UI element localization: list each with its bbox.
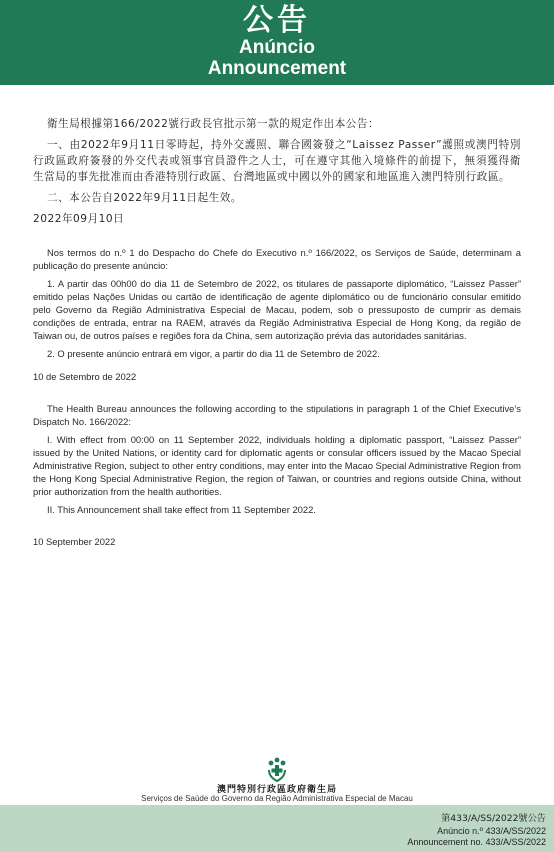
pt-item-1: 1. A partir das 00h00 do dia 11 de Setembro de 2022, os titulares de passaporte diplomático, “Laissez Passer” emitido pelas Nações Unidas ou cartão de identificação de agente diplomático ou de funcionário consular emitido pelo Governo da Região Administrativa Especial de Macau, podem, sob o pressuposto de cumprir as demais condições de entrada, entrar na RAEM, através da Região Administrativa Especial de Hong Kong, da região de Taiwan ou, de outros países e regiões fora da China, sem autorização prévia das autoridades sanitárias. — [33, 278, 521, 341]
en-item-1: I. With effect from 00:00 on 11 September 2022, individuals holding a diplomatic passport, “Laissez Passer” issued by the United Nations, or identity card for diplomatic agents or consular officers issued by the Macao Special Administrative Region, subject to other entry conditions, may enter into the Macao Special Administrative Region from the Hong Kong Special Administrative Region, the region of Taiwan, or countries and regions outside China, without prior authorization from the health authorities. — [33, 434, 521, 497]
health-bureau-logo — [0, 756, 554, 782]
zh-date: 2022年09月10日 — [33, 213, 125, 225]
pt-date: 10 de Setembro de 2022 — [33, 371, 137, 382]
title-en: Announcement — [207, 58, 347, 79]
en-item-2: II. This Announcement shall take effect from 11 September 2022. — [47, 504, 316, 515]
title-pt: Anúncio — [239, 37, 315, 58]
reference-number-pt: Anúncio n.º 433/A/SS/2022 — [437, 826, 546, 836]
pt-item-2: 2. O presente anúncio entrará em vigor, a partir do dia 11 de Setembro de 2022. — [47, 348, 380, 359]
zh-item-1: 一、由2022年9月11日零時起，持外交護照、聯合國簽發之“Laissez Passer”護照或澳門特別行政區政府簽發的外交代表或領事官員證件之人士，可在遵守其他入境條件的前提下，無須獲得衛生當局的事先批准而由香港特別行政區、台灣地區或中國以外的國家和地區進入澳門特別行政區。 — [33, 139, 521, 183]
health-bureau-logo-icon — [264, 756, 290, 782]
pt-intro: Nos termos do n.º 1 do Despacho do Chefe do Executivo n.º 166/2022, os Serviços de Saúde, determinam a publicação do presente anúncio: — [33, 247, 521, 271]
reference-number-en: Announcement no. 433/A/SS/2022 — [407, 837, 546, 847]
en-date: 10 September 2022 — [33, 536, 116, 547]
en-intro: The Health Bureau announces the following according to the stipulations in paragraph 1 of the Chief Executive’s Dispatch No. 166/2022: — [33, 403, 521, 427]
zh-item-2: 二、本公告自2022年9月11日起生效。 — [47, 192, 242, 204]
title-zh: 公告 — [243, 3, 311, 38]
org-name-pt: Serviços de Saúde do Governo da Região Administrativa Especial de Macau — [141, 794, 413, 803]
header-banner — [0, 0, 554, 85]
reference-number-zh: 第433/A/SS/2022號公告 — [441, 813, 546, 824]
announcement-body — [33, 116, 521, 548]
org-name-zh: 澳門特別行政區政府衛生局 — [216, 785, 337, 795]
zh-intro: 衛生局根據第166/2022號行政長官批示第一款的規定作出本公告： — [47, 118, 380, 130]
